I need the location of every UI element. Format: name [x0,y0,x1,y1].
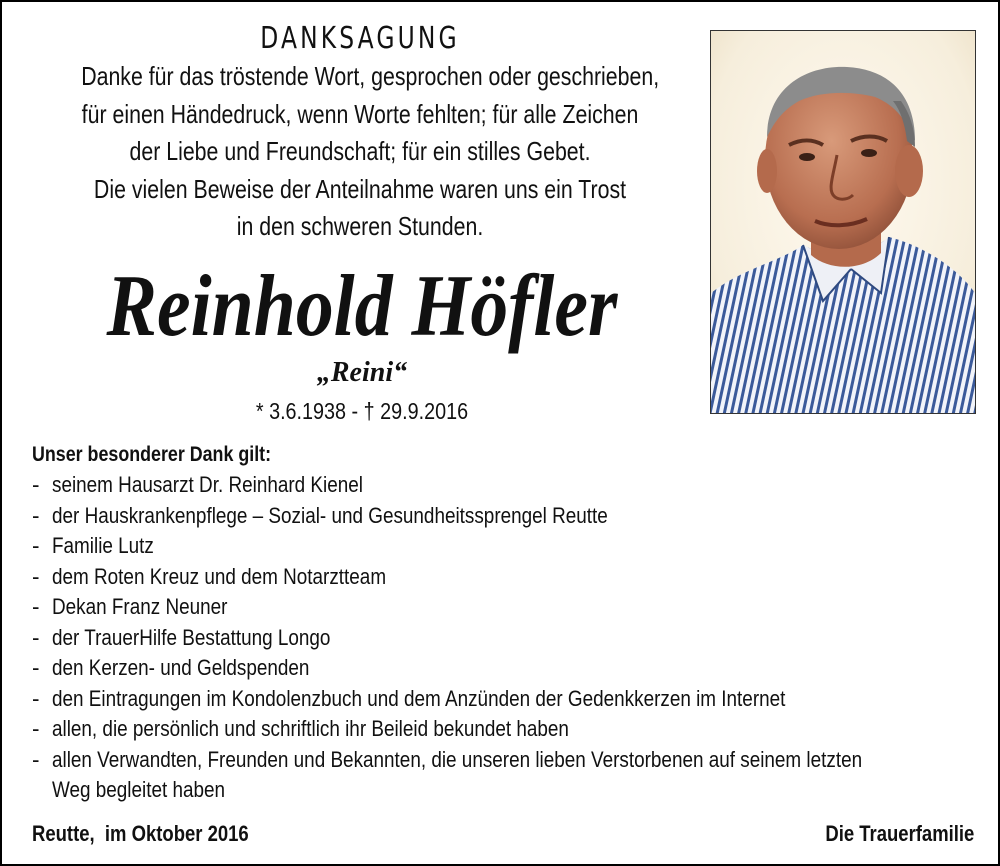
deceased-name: Reinhold Höfler [106,258,618,355]
bullet-dash: - [32,746,40,772]
list-item [32,470,982,501]
list-item-text: der TrauerHilfe Bestattung Longo [52,624,331,650]
list-item [32,714,982,745]
list-item-text: Familie Lutz [52,533,154,558]
bullet-dash: - [32,685,40,711]
bullet-dash: - [32,502,40,528]
list-item [32,623,982,654]
intro-line: Danke für das tröstende Wort, gesprochen oder geschrieben, [81,61,660,91]
thanks-list [32,470,982,806]
list-item [32,531,982,562]
bullet-dash: - [32,563,40,589]
page-title: DANKSAGUNG [260,21,460,56]
signature: Die Trauerfamilie [825,821,974,846]
portrait-photo [710,30,976,414]
life-dates: * 3.6.1938 - † 29.9.2016 [255,398,469,424]
list-item [32,745,982,776]
list-item-text: den Kerzen- und Geldspenden [52,655,310,680]
bullet-dash: - [32,624,40,650]
list-item-text: allen Verwandten, Freunden und Bekannten, die unseren lieben Verstorbenen auf seinem letzten [52,746,863,772]
list-item-text: den Eintragungen im Kondolenzbuch und dem Anzünden der Gedenkkerzen im Internet [52,685,786,711]
intro-line: Die vielen Beweise der Anteilnahme waren uns ein Trost [93,173,627,204]
thanks-section [32,440,982,806]
thanks-heading: Unser besonderer Dank gilt: [32,443,272,466]
list-item-text: Weg begleitet haben [52,777,226,802]
list-item-text: allen, die persönlich und schriftlich ihr Beileid bekundet haben [52,716,569,741]
bullet-dash: - [32,655,40,680]
portrait-image [711,31,975,413]
bullet-dash: - [32,533,40,558]
header [20,20,700,246]
list-item [32,684,982,715]
list-item [32,562,982,593]
list-item-text: dem Roten Kreuz und dem Notarztteam [52,563,387,589]
list-item [32,501,982,532]
intro-line: der Liebe und Freundschaft; für ein stilles Gebet. [129,136,591,166]
place-date: Reutte, im Oktober 2016 [32,821,249,846]
list-item [32,653,982,684]
list-item-text: der Hauskrankenpflege – Sozial- und Gesundheitssprengel Reutte [52,502,608,528]
list-item-text: Dekan Franz Neuner [52,594,228,619]
intro-line: für einen Händedruck, wenn Worte fehlten; für alle Zeichen [81,98,639,129]
bullet-dash: - [32,594,40,619]
list-item-continuation [32,775,982,806]
bullet-dash: - [32,472,40,497]
deceased-nickname: „Reini“ [316,357,408,388]
intro-line: in den schweren Stunden. [236,211,484,241]
list-item-text: seinem Hausarzt Dr. Reinhard Kienel [52,472,363,497]
list-item [32,592,982,623]
bullet-dash: - [32,716,40,741]
